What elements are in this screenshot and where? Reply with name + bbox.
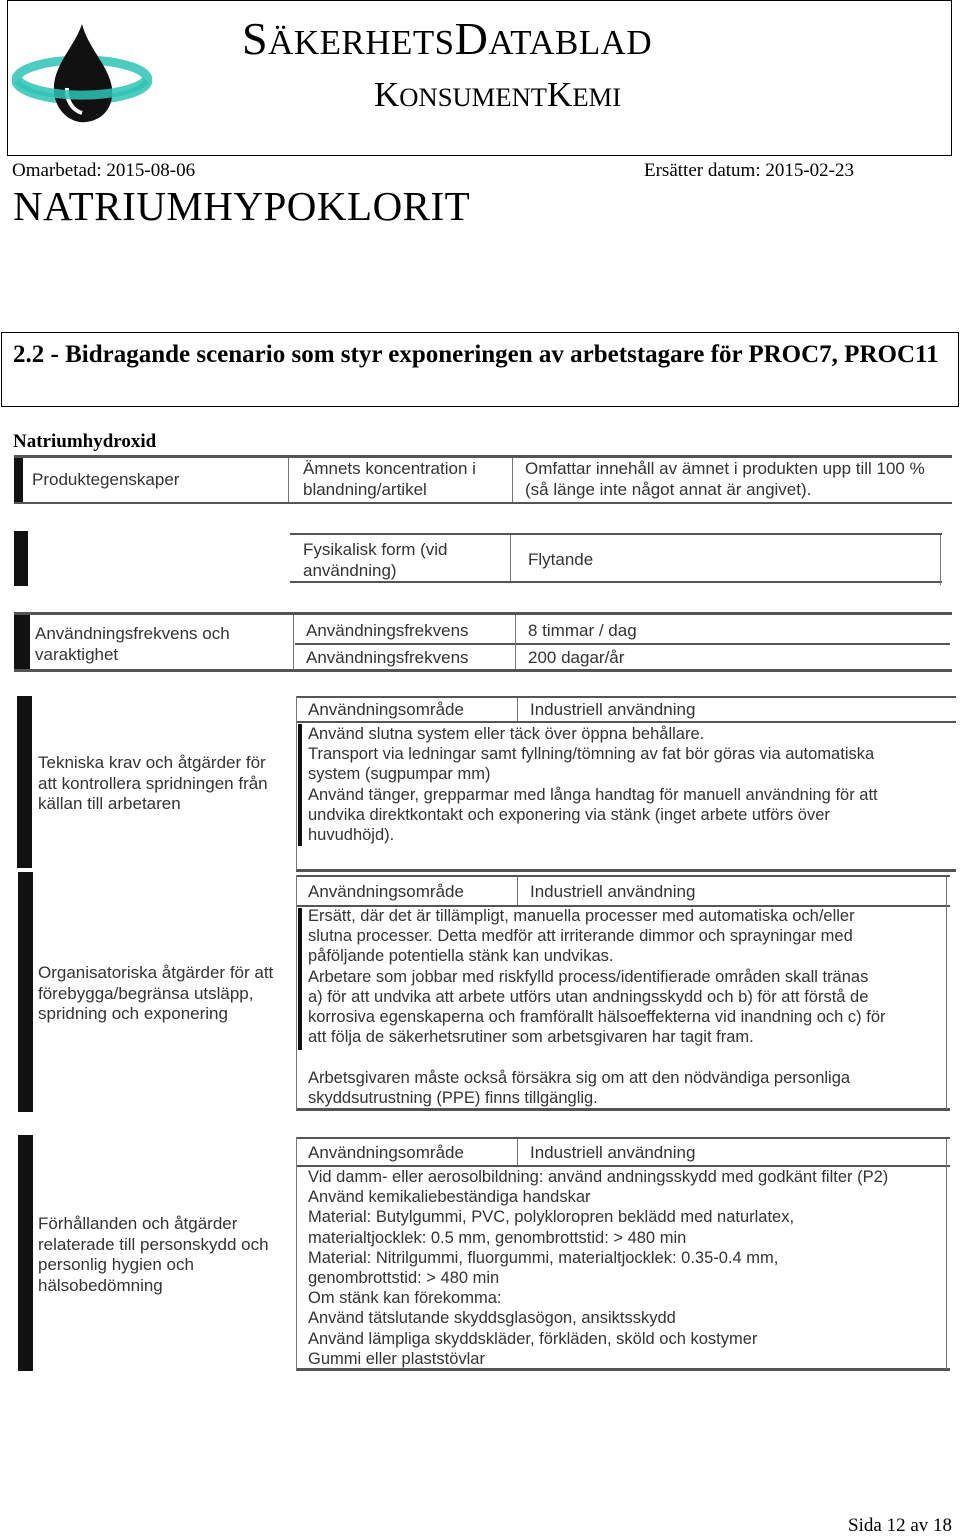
table-value: Industriell användning — [530, 1143, 696, 1162]
section-title: 2.2 - Bidragande scenario som styr exponeringen av arbetstagare för PROC7, PROC11 — [13, 341, 939, 368]
table-key: Användningsfrekvens — [306, 621, 469, 640]
table-label: Förhållanden och åtgärder relaterade till personskydd och personlig hygien och hälsobedömning — [38, 1214, 269, 1295]
table-value: Industriell användning — [530, 700, 696, 719]
measure-list: Ersätt, där det är tillämpligt, manuella processer med automatiska och/eller slutna processer. Detta medför att irriterande dimmor och sprayningar med påföljande potentiella stänk kan undvikas. Arbetare som jobbar med riskfylld process/identifierade områden skall tränas a) för att undvika att arbete utförs utan andningsskydd och b) för att förstå de korrosiva egenskaperna och framförallt hälsoeffekterna vid inandning och c) för att följa de säkerhetsrutiner som arbetsgivaren har tagit fram. — [308, 907, 886, 1047]
table-label: Användningsfrekvens och varaktighet — [35, 624, 230, 664]
document-subtitle: KONSUMENTKEMI — [374, 75, 622, 114]
table-key: Användningsområde — [308, 700, 464, 719]
table-key: Ämnets koncentration i blandning/artikel — [303, 459, 476, 499]
table-label: Organisatoriska åtgärder för att förebygga/begränsa utsläpp, spridning och exponering — [38, 963, 274, 1023]
table-key: Användningsfrekvens — [306, 648, 469, 667]
drop-logo-icon — [12, 18, 152, 130]
table-value: 200 dagar/år — [528, 648, 625, 667]
table-label: Produktegenskaper — [32, 470, 180, 489]
table-value: 8 timmar / dag — [528, 621, 637, 640]
measure-list: Använd slutna system eller täck över öppna behållare. Transport via ledningar samt fyllning/tömning av fat bör göras via automatiska system (sugpumpar mm) Använd tänger, grepparmar med långa handtag för manuell användning för att undvika direktkontakt och exponering via stänk (inget arbete utförs över huvudhöjd). — [308, 725, 878, 845]
table-key: Användningsområde — [308, 1143, 464, 1162]
product-name: NATRIUMHYPOKLORIT — [13, 183, 471, 229]
table-key: Fysikalisk form (vid användning) — [303, 540, 448, 580]
measure-list-employer: Arbetsgivaren måste också försäkra sig om att den nödvändiga personliga skyddsutrustning (PPE) finns tillgänglig. — [308, 1069, 851, 1108]
table-value: Omfattar innehåll av ämnet i produkten upp till 100 % (så länge inte något annat är angivet). — [525, 459, 925, 499]
page-number: Sida 12 av 18 — [848, 1515, 952, 1536]
table-value: Flytande — [528, 550, 594, 569]
substance-name: Natriumhydroxid — [13, 431, 157, 452]
table-label: Tekniska krav och åtgärder för att kontrollera spridningen från källan till arbetaren — [38, 753, 268, 813]
table-key: Användningsområde — [308, 882, 464, 901]
document-title: SÄKERHETSDATABLAD — [242, 13, 653, 64]
table-value: Industriell användning — [530, 882, 696, 901]
revised-date: Omarbetad: 2015-08-06 — [12, 160, 196, 181]
measure-list: Vid damm- eller aerosolbildning: använd andningsskydd med godkänt filter (P2) Använd kemikaliebeständiga handskar Material: Butylgummi, PVC, polykloropren beklädd med naturlatex, materialtjocklek: 0.5 mm, genombrottstid: > 480 min Material: Nitrilgummi, fluorgummi, materialtjocklek: 0.35-0.4 mm, genombrottstid: > 480 min Om stänk kan förekomma: Använd tätslutande skyddsglasögon, ansiktsskydd Använd lämpliga skyddskläder, förkläden, sköld och kostymer Gummi eller plaststövlar — [308, 1168, 889, 1368]
replaces-date: Ersätter datum: 2015-02-23 — [644, 160, 855, 181]
